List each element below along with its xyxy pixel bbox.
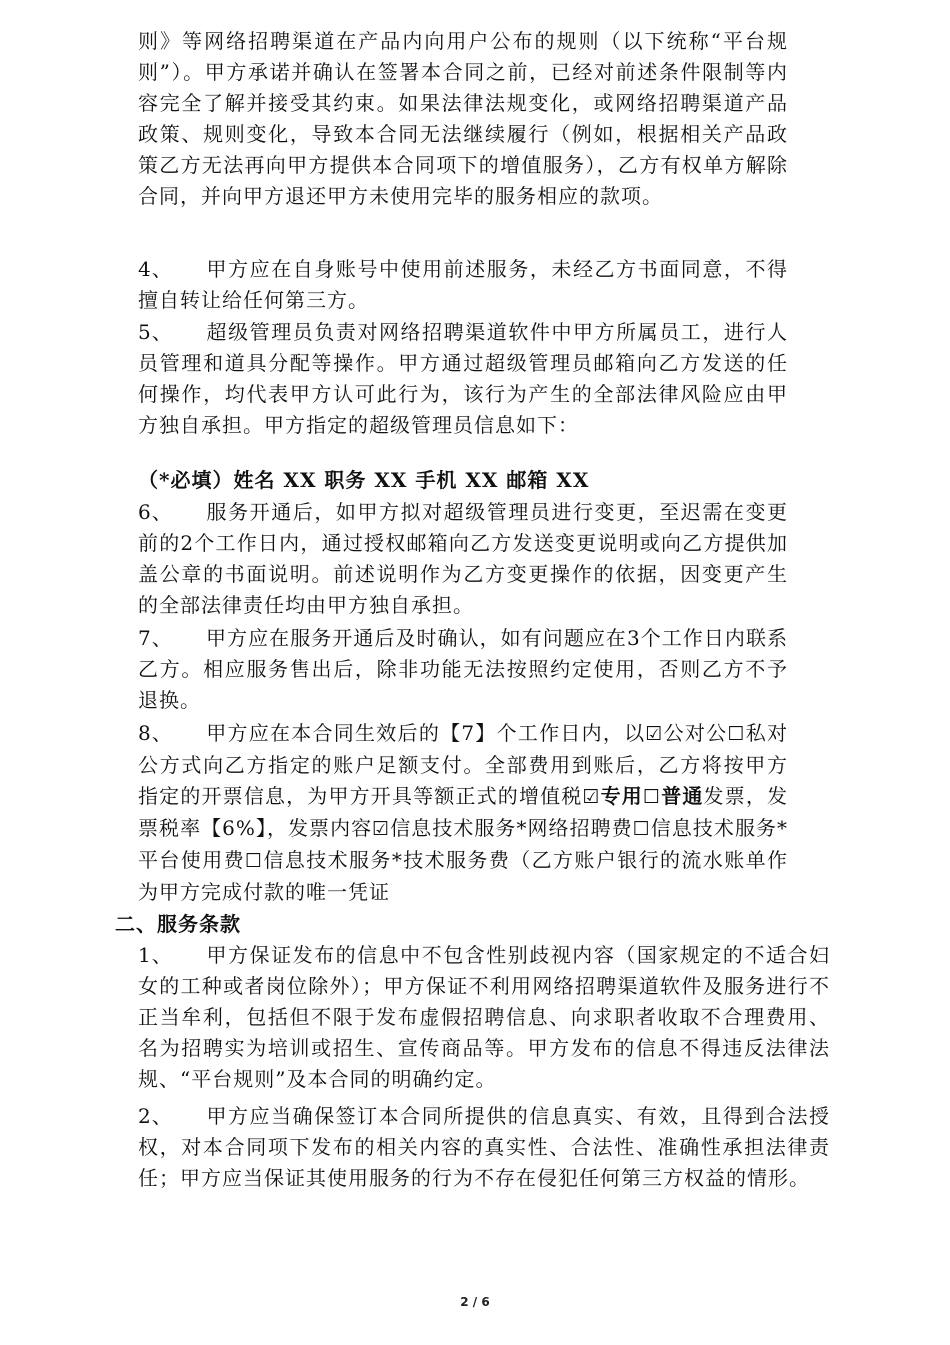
clause-text: 发票，发票税率【6%】，发票内容 [138,784,789,840]
clause-text: 甲方应在服务开通后及时确认，如有问题应在3个工作日内联系乙方。相应服务售出后，除非功能无法按照约定使用，否则乙方不予退换。 [138,626,788,712]
admin-info-required-line: （*必填）姓名 XX 职务 XX 手机 XX 邮箱 XX [138,468,590,492]
clause-7 [138,623,788,716]
section-title: 二、服务条款 [115,912,241,936]
clause-text: 甲方保证发布的信息中不包含性别歧视内容（国家规定的不适合妇女的工种或者岗位除外）；甲方保证不利用网络招聘渠道软件及服务进行不正当牟利，包括但不限于发布虚假招聘信息、向求职者收取不合理费用、名为招聘实为培训或招生、宣传商品等。甲方发布的信息不得违反法律法规、“平台规则”及本合同的明确约定。 [138,943,830,1091]
checked-box-icon: ☑ [372,818,391,840]
option-technical-service-fee: 信息技术服务*技术服务费（乙方账户银行的流水账单作为甲方完成付款的唯一凭证 [138,848,789,904]
clause-number: 1、 [138,943,173,967]
clause-text: 甲方应当确保签订本合同所提供的信息真实、有效，且得到合法授权，对本合同项下发布的相关内容的真实性、合法性、准确性承担法律责任；甲方应当保证其使用服务的行为不存在侵犯任何第三方权益的情形。 [138,1104,830,1190]
paragraph-intro: 则》等网络招聘渠道在产品内向用户公布的规则（以下统称“平台规则”）。甲方承诺并确认在签署本合同之前，已经对前述条件限制等内容完全了解并接受其约束。如果法律法规变化，或网络招聘渠道产品政策、规则变化，导致本合同无法继续履行（例如，根据相关产品政策乙方无法再向甲方提供本合同项下的增值服务），乙方有权单方解除合同，并向甲方退还甲方未使用完毕的服务相应的款项。 [138,29,788,208]
option-public-to-public: 公对公 [663,721,728,745]
clause-text: 甲方应在本合同生效后的【7】个工作日内，以 [206,721,646,745]
clause-text: 服务开通后，如甲方拟对超级管理员进行变更，至迟需在变更前的2个工作日内，通过授权邮箱向乙方发送变更说明或向乙方提供加盖公章的书面说明。前述说明作为乙方变更操作的依据，因变更产生的全部法律责任均由甲方独自承担。 [138,500,788,617]
unchecked-box-icon: ☐ [245,850,264,872]
clause-number: 8、 [138,721,173,745]
option-special-invoice: 专用 [600,784,643,808]
unchecked-box-icon: ☐ [642,786,662,808]
option-recruitment-fee: 信息技术服务*网络招聘费 [390,816,633,840]
clause-number: 4、 [138,257,173,281]
checked-box-icon: ☑ [645,723,664,745]
clause-text: 超级管理员负责对网络招聘渠道软件中甲方所属员工，进行人员管理和道具分配等操作。甲方通过超级管理员邮箱向乙方发送的任何操作，均代表甲方认可此行为，该行为产生的全部法律风险应由甲方独自承担。甲方指定的超级管理员信息如下： [138,320,788,437]
clause-6 [138,497,788,621]
checked-box-icon: ☑ [582,786,601,808]
clause-8 [138,718,788,908]
clause-number: 2、 [138,1104,173,1128]
clause-number: 6、 [138,500,173,524]
clause-number: 7、 [138,626,173,650]
clause-4 [138,254,788,316]
page-number: 2 / 6 [460,1295,490,1309]
clause-text: 甲方应在自身账号中使用前述服务，未经乙方书面同意，不得擅自转让给任何第三方。 [138,257,788,312]
option-platform-fee: 信息技术服务*平台使用费 [138,816,789,872]
section2-clause-2 [138,1101,830,1194]
clause-number: 5、 [138,320,173,344]
unchecked-box-icon: ☐ [632,818,651,840]
unchecked-box-icon: ☐ [727,723,746,745]
section2-clause-1 [138,940,830,1095]
option-ordinary-invoice: 普通 [661,784,704,808]
clause-5 [138,317,788,441]
clause-text: 私对公方式向乙方指定的账户足额支付。全部费用到账后，乙方将按甲方指定的开票信息，为甲方开具等额正式的增值税 [138,721,788,808]
